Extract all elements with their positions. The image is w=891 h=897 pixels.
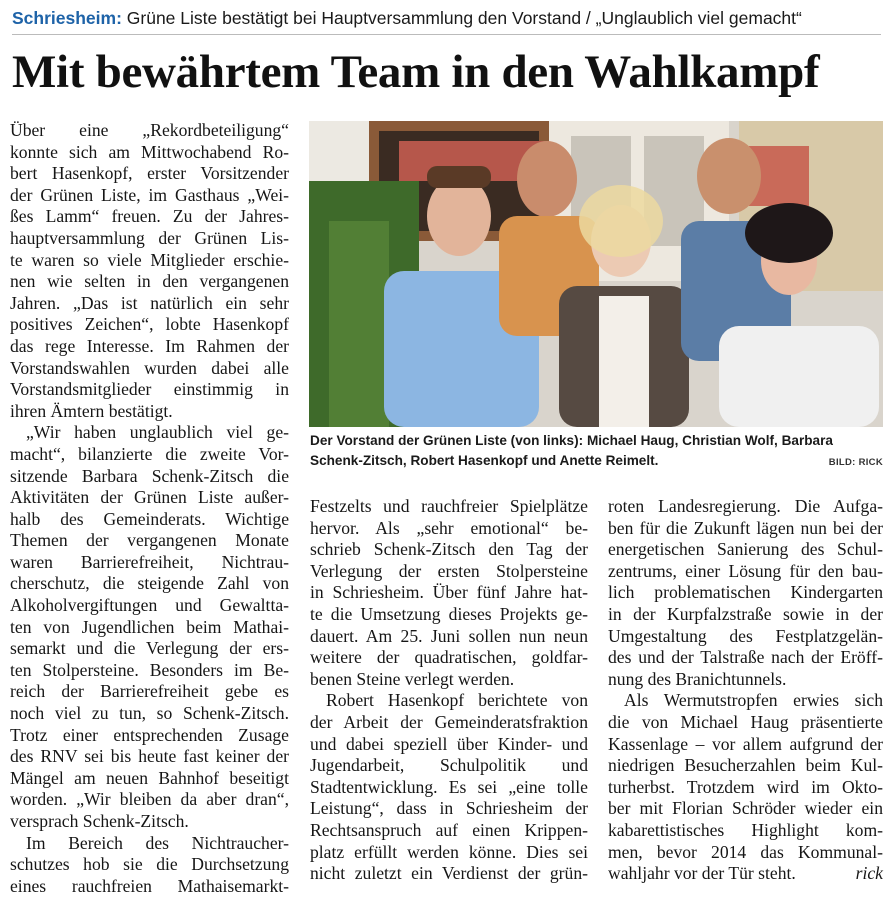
- text-line: Mängel am neuen Bahnhof beseitigt: [10, 767, 289, 788]
- text-line: Umgestaltung des Festplatzgelän-: [608, 625, 883, 646]
- text-line: Kassenlage – vor allem aufgrund der: [608, 733, 883, 754]
- text-line: noch viel zu tun, so Schenk-Zitsch.: [10, 703, 289, 724]
- text-line: Alkoholvergiftungen und Gewaltta-: [10, 595, 289, 616]
- text-line: cherschutz, die steigende Zahl von: [10, 573, 289, 594]
- text-line: in der Kurpfalzstraße sowie in der: [608, 603, 883, 624]
- text-line: ßes Lamm“ freuen. Zu der Jahres-: [10, 206, 289, 227]
- text-line: macht“, bilanzierte die zweite Vor-: [10, 443, 289, 464]
- text-line: energetischen Sanierung des Schul-: [608, 539, 883, 560]
- article-column-1: [10, 120, 289, 897]
- group-photo: [309, 121, 883, 427]
- text-line: die von Michael Haug präsentierte: [608, 711, 883, 732]
- text-line: Stadtentwicklung. Es sei „eine tolle: [310, 776, 588, 797]
- text-line: worden. „Wir bleiben da aber dran“,: [10, 789, 289, 810]
- text-line: ber mit Florian Schröder wieder ein: [608, 798, 883, 819]
- text-line: das rege Interesse. Im Rahmen der: [10, 335, 289, 356]
- author-signature: rick: [855, 863, 883, 884]
- text-line: der Arbeit der Gemeinderatsfraktion: [310, 711, 588, 732]
- article-column-3: [608, 496, 883, 885]
- kicker-line: [12, 8, 882, 29]
- text-line: Robert Hasenkopf berichtete von: [326, 690, 588, 711]
- text-line: versprach Schenk-Zitsch.: [10, 811, 189, 831]
- text-line: und dabei speziell über Kinder- und: [310, 733, 588, 754]
- text-line: niedrigen Besucherzahlen beim Kul-: [608, 755, 883, 776]
- kicker-text: Grüne Liste bestätigt bei Hauptversammlung den Vorstand / „Unglaublich viel gemacht“: [121, 8, 802, 28]
- text-line: semarkt und die Verlegung der ers-: [10, 638, 289, 659]
- text-line: ihren Ämtern bestätigt.: [10, 400, 173, 421]
- text-line: Jahren. „Das ist natürlich ein sehr: [10, 292, 289, 313]
- text-line: Verlegung der ersten Stolpersteine: [310, 560, 588, 581]
- text-line: bert Hasenkopf, erster Vorsitzender: [10, 163, 289, 184]
- text-line: hervor. Als „sehr emotional“ be-: [310, 517, 588, 538]
- text-line: Jugendarbeit, Schulpolitik und: [310, 755, 588, 776]
- text-line: sitzende Barbara Schenk-Zitsch die: [10, 465, 289, 486]
- text-line: Als Wermutstropfen erwies sich: [624, 690, 883, 711]
- kicker-rule: [12, 34, 881, 35]
- text-line: roten Landesregierung. Die Aufga-: [608, 496, 883, 516]
- text-line: Über eine „Rekordbeteiligung“: [10, 120, 289, 140]
- article-column-2: [310, 496, 588, 885]
- text-line: weitere der quadratischen, goldfar-: [310, 647, 588, 668]
- text-line: te waren so viele Mitglieder erschie-: [10, 249, 289, 270]
- text-line: Im Bereich des Nichtraucher-: [26, 832, 289, 853]
- text-line: reich der Barrierefreiheit gebe es: [10, 681, 289, 702]
- text-line: kabarettistisches Highlight kom-: [608, 819, 883, 840]
- text-line: in Schriesheim. Über fünf Jahre hat-: [310, 582, 588, 603]
- headline: Mit bewährtem Team in den Wahlkampf: [12, 46, 820, 98]
- text-line: Vorstandsmitglieder einstimmig in: [10, 379, 289, 400]
- text-line: positives Zeichen“, lobte Hasenkopf: [10, 314, 289, 335]
- text-line: Themen der vergangenen Monate: [10, 530, 289, 551]
- text-line: men, bevor 2014 das Kommunal-: [608, 841, 883, 862]
- text-line: ten Stolpersteine. Besonders im Be-: [10, 659, 289, 680]
- text-line: konnte sich am Mittwochabend Ro-: [10, 141, 289, 162]
- photo-caption: [310, 431, 883, 471]
- text-line: eines rauchfreien Mathaisemarkt-: [10, 875, 289, 896]
- text-line: nung des Branichtunnels.: [608, 668, 787, 689]
- caption-line: Der Vorstand der Grünen Liste (von links): Michael Haug, Christian Wolf, Barbara: [310, 433, 833, 448]
- text-line: dauert. Am 25. Juni sollen nun neun: [310, 625, 588, 646]
- text-line: ten von Jugendlichen beim Mathai-: [10, 616, 289, 637]
- text-line: der Grünen Liste, im Gasthaus „Wei-: [10, 184, 289, 205]
- text-line: Trotz einer entsprechenden Zusage: [10, 724, 289, 745]
- text-line: nicht zuletzt ein Verdienst der grün-: [310, 863, 588, 884]
- caption-line: Schenk-Zitsch, Robert Hasenkopf und Anette Reimelt.: [310, 453, 659, 468]
- text-line: turherbst. Trotzdem wird im Okto-: [608, 776, 883, 797]
- text-line: waren Barrierefreiheit, Nichtrau-: [10, 551, 289, 572]
- text-line: des und der Talstraße nach der Eröff-: [608, 647, 883, 668]
- text-line: platz erfüllt werden könne. Dies sei: [310, 841, 588, 862]
- text-line: benen Steine verlegt werden.: [310, 668, 515, 689]
- text-line: Rechtsanspruch auf einen Krippen-: [310, 819, 588, 840]
- text-line: schrieb Schenk-Zitsch den Tag der: [310, 539, 588, 560]
- text-line: ben für die Zukunft lägen nun bei der: [608, 517, 883, 538]
- text-line: zentrums, einer Lösung für den bau-: [608, 560, 883, 581]
- text-line: Aktivitäten der Grünen Liste außer-: [10, 487, 289, 508]
- text-line: nen wie selten in den vergangenen: [10, 271, 289, 292]
- text-line: lich problematischen Kindergarten: [608, 582, 883, 603]
- text-line: wahljahr vor der Tür steht.: [608, 863, 796, 884]
- text-line: te die Umsetzung dieses Projekts ge-: [310, 603, 588, 624]
- kicker-place: Schriesheim:: [12, 8, 122, 28]
- text-line: Vorstandswahlen wurden dabei alle: [10, 357, 289, 378]
- text-line: hauptversammlung der Grünen Lis-: [10, 227, 289, 248]
- photo-credit: BILD: RICK: [828, 457, 883, 468]
- text-line: „Wir haben unglaublich viel ge-: [26, 422, 289, 443]
- text-line: schutzes hob sie die Durchsetzung: [10, 854, 289, 875]
- text-line: des RNV sei bis heute fast keiner der: [10, 746, 289, 767]
- text-line: Festzelts und rauchfreier Spielplätze: [310, 496, 588, 516]
- text-line: halb des Gemeinderats. Wichtige: [10, 508, 289, 529]
- text-line: Leistung“, dass in Schriesheim der: [310, 798, 588, 819]
